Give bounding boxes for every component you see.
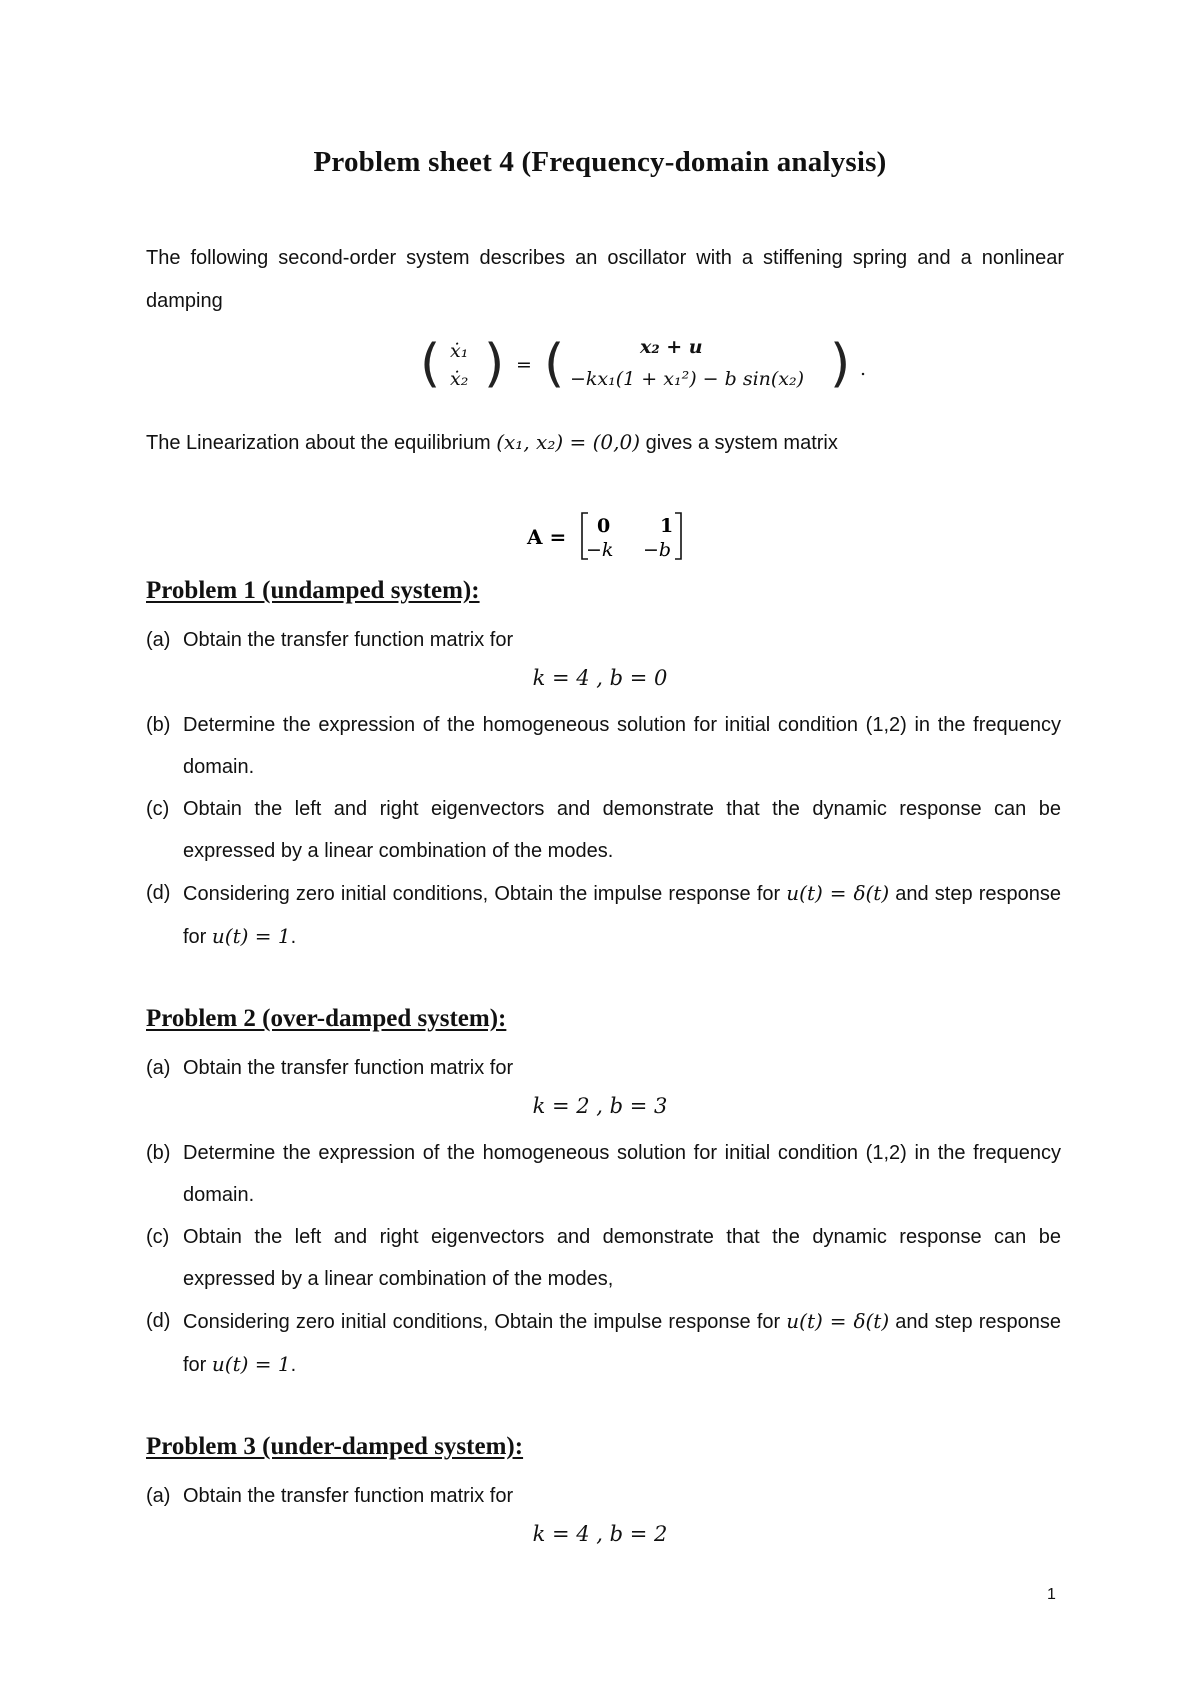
- problem-1-item-b: [146, 704, 1061, 788]
- equation-end: .: [860, 358, 867, 380]
- item-text: Obtain the left and right eigenvectors and demonstrate that the dynamic response can be expressed by a linear combination of the modes,: [183, 1226, 1061, 1290]
- item-label: (b): [146, 714, 171, 736]
- item-text: Obtain the transfer function matrix for: [183, 1057, 514, 1079]
- item-text: and step response for: [183, 1311, 1061, 1376]
- item-label: (a): [146, 1485, 171, 1507]
- item-text: Obtain the transfer function matrix for: [183, 629, 514, 651]
- equilibrium-math: (x₁, x₂) = (0,0): [496, 430, 641, 454]
- item-text: .: [290, 1354, 297, 1376]
- problem-3-heading: Problem 3 (under-damped system):: [146, 1433, 524, 1460]
- problem-2-item-b: [146, 1132, 1061, 1216]
- item-label: (c): [146, 798, 170, 820]
- item-label: (d): [146, 1310, 171, 1332]
- equation-lhs-top: ẋ₁: [450, 340, 469, 362]
- problem-2-params: k = 2 , b = 3: [532, 1094, 668, 1118]
- item-text: Considering zero initial conditions, Obtain the impulse response for: [183, 883, 787, 905]
- matrix-r1c2: 1: [660, 515, 674, 537]
- left-paren-lhs: (: [420, 334, 441, 394]
- matrix-r2c2: −b: [643, 539, 672, 561]
- linearization-before: The Linearization about the equilibrium: [146, 432, 497, 454]
- equation-rhs-top: x₂ + u: [640, 336, 703, 358]
- item-label: (d): [146, 882, 171, 904]
- problem-2-heading: Problem 2 (over-damped system):: [146, 1005, 507, 1032]
- item-text: Determine the expression of the homogeneous solution for initial condition (1,2) in the frequency domain.: [183, 714, 1061, 778]
- item-text: Obtain the transfer function matrix for: [183, 1485, 514, 1507]
- problem-1-heading: Problem 1 (undamped system):: [146, 577, 480, 604]
- impulse-input-math: u(t) = δ(t): [786, 881, 890, 905]
- problem-2-item-c: [146, 1216, 1061, 1300]
- problem-2-item-a: [146, 1047, 1061, 1089]
- item-label: (c): [146, 1226, 170, 1248]
- right-paren-rhs: ): [830, 334, 851, 394]
- problem-3-item-a: [146, 1475, 1061, 1517]
- linearization-text: [146, 430, 838, 455]
- item-label: (a): [146, 1057, 171, 1079]
- item-label: (b): [146, 1142, 171, 1164]
- equation-rhs-bottom: −kx₁(1 + x₁²) − b sin(x₂): [570, 368, 805, 390]
- problem-1-item-d: [146, 872, 1061, 958]
- matrix-r1c1: 0: [597, 515, 611, 537]
- system-matrix: [0, 505, 1200, 565]
- step-input-math: u(t) = 1: [211, 1352, 291, 1376]
- matrix-right-bracket: [675, 513, 681, 559]
- linearization-after: gives a system matrix: [640, 432, 838, 454]
- page-number: 1: [1047, 1586, 1056, 1603]
- item-text: .: [290, 926, 297, 948]
- item-label: (a): [146, 629, 171, 651]
- right-paren-lhs: ): [484, 334, 505, 394]
- impulse-input-math: u(t) = δ(t): [786, 1309, 890, 1333]
- equation-equals: =: [516, 354, 532, 376]
- problem-1-item-c: [146, 788, 1061, 872]
- matrix-name: A =: [527, 525, 567, 549]
- problem-1-params: k = 4 , b = 0: [532, 666, 668, 690]
- system-matrix-svg: [0, 505, 1200, 565]
- problem-3-params: k = 4 , b = 2: [532, 1522, 668, 1546]
- left-paren-rhs: (: [544, 334, 565, 394]
- item-text: Obtain the left and right eigenvectors and demonstrate that the dynamic response can be expressed by a linear combination of the modes.: [183, 798, 1061, 862]
- equation-lhs-bottom: ẋ₂: [450, 368, 469, 390]
- item-text: Determine the expression of the homogeneous solution for initial condition (1,2) in the frequency domain.: [183, 1142, 1061, 1206]
- system-equation: [420, 332, 880, 404]
- problem-1-item-a: [146, 619, 1061, 661]
- matrix-r2c1: −k: [586, 539, 614, 561]
- item-text: Considering zero initial conditions, Obtain the impulse response for: [183, 1311, 787, 1333]
- item-text: and step response for: [183, 883, 1061, 948]
- step-input-math: u(t) = 1: [211, 924, 291, 948]
- intro-paragraph: The following second-order system describes an oscillator with a stiffening spring and a nonlinear damping: [146, 247, 1064, 312]
- page-title: Problem sheet 4 (Frequency-domain analysis): [313, 146, 887, 178]
- problem-2-item-d: [146, 1300, 1061, 1386]
